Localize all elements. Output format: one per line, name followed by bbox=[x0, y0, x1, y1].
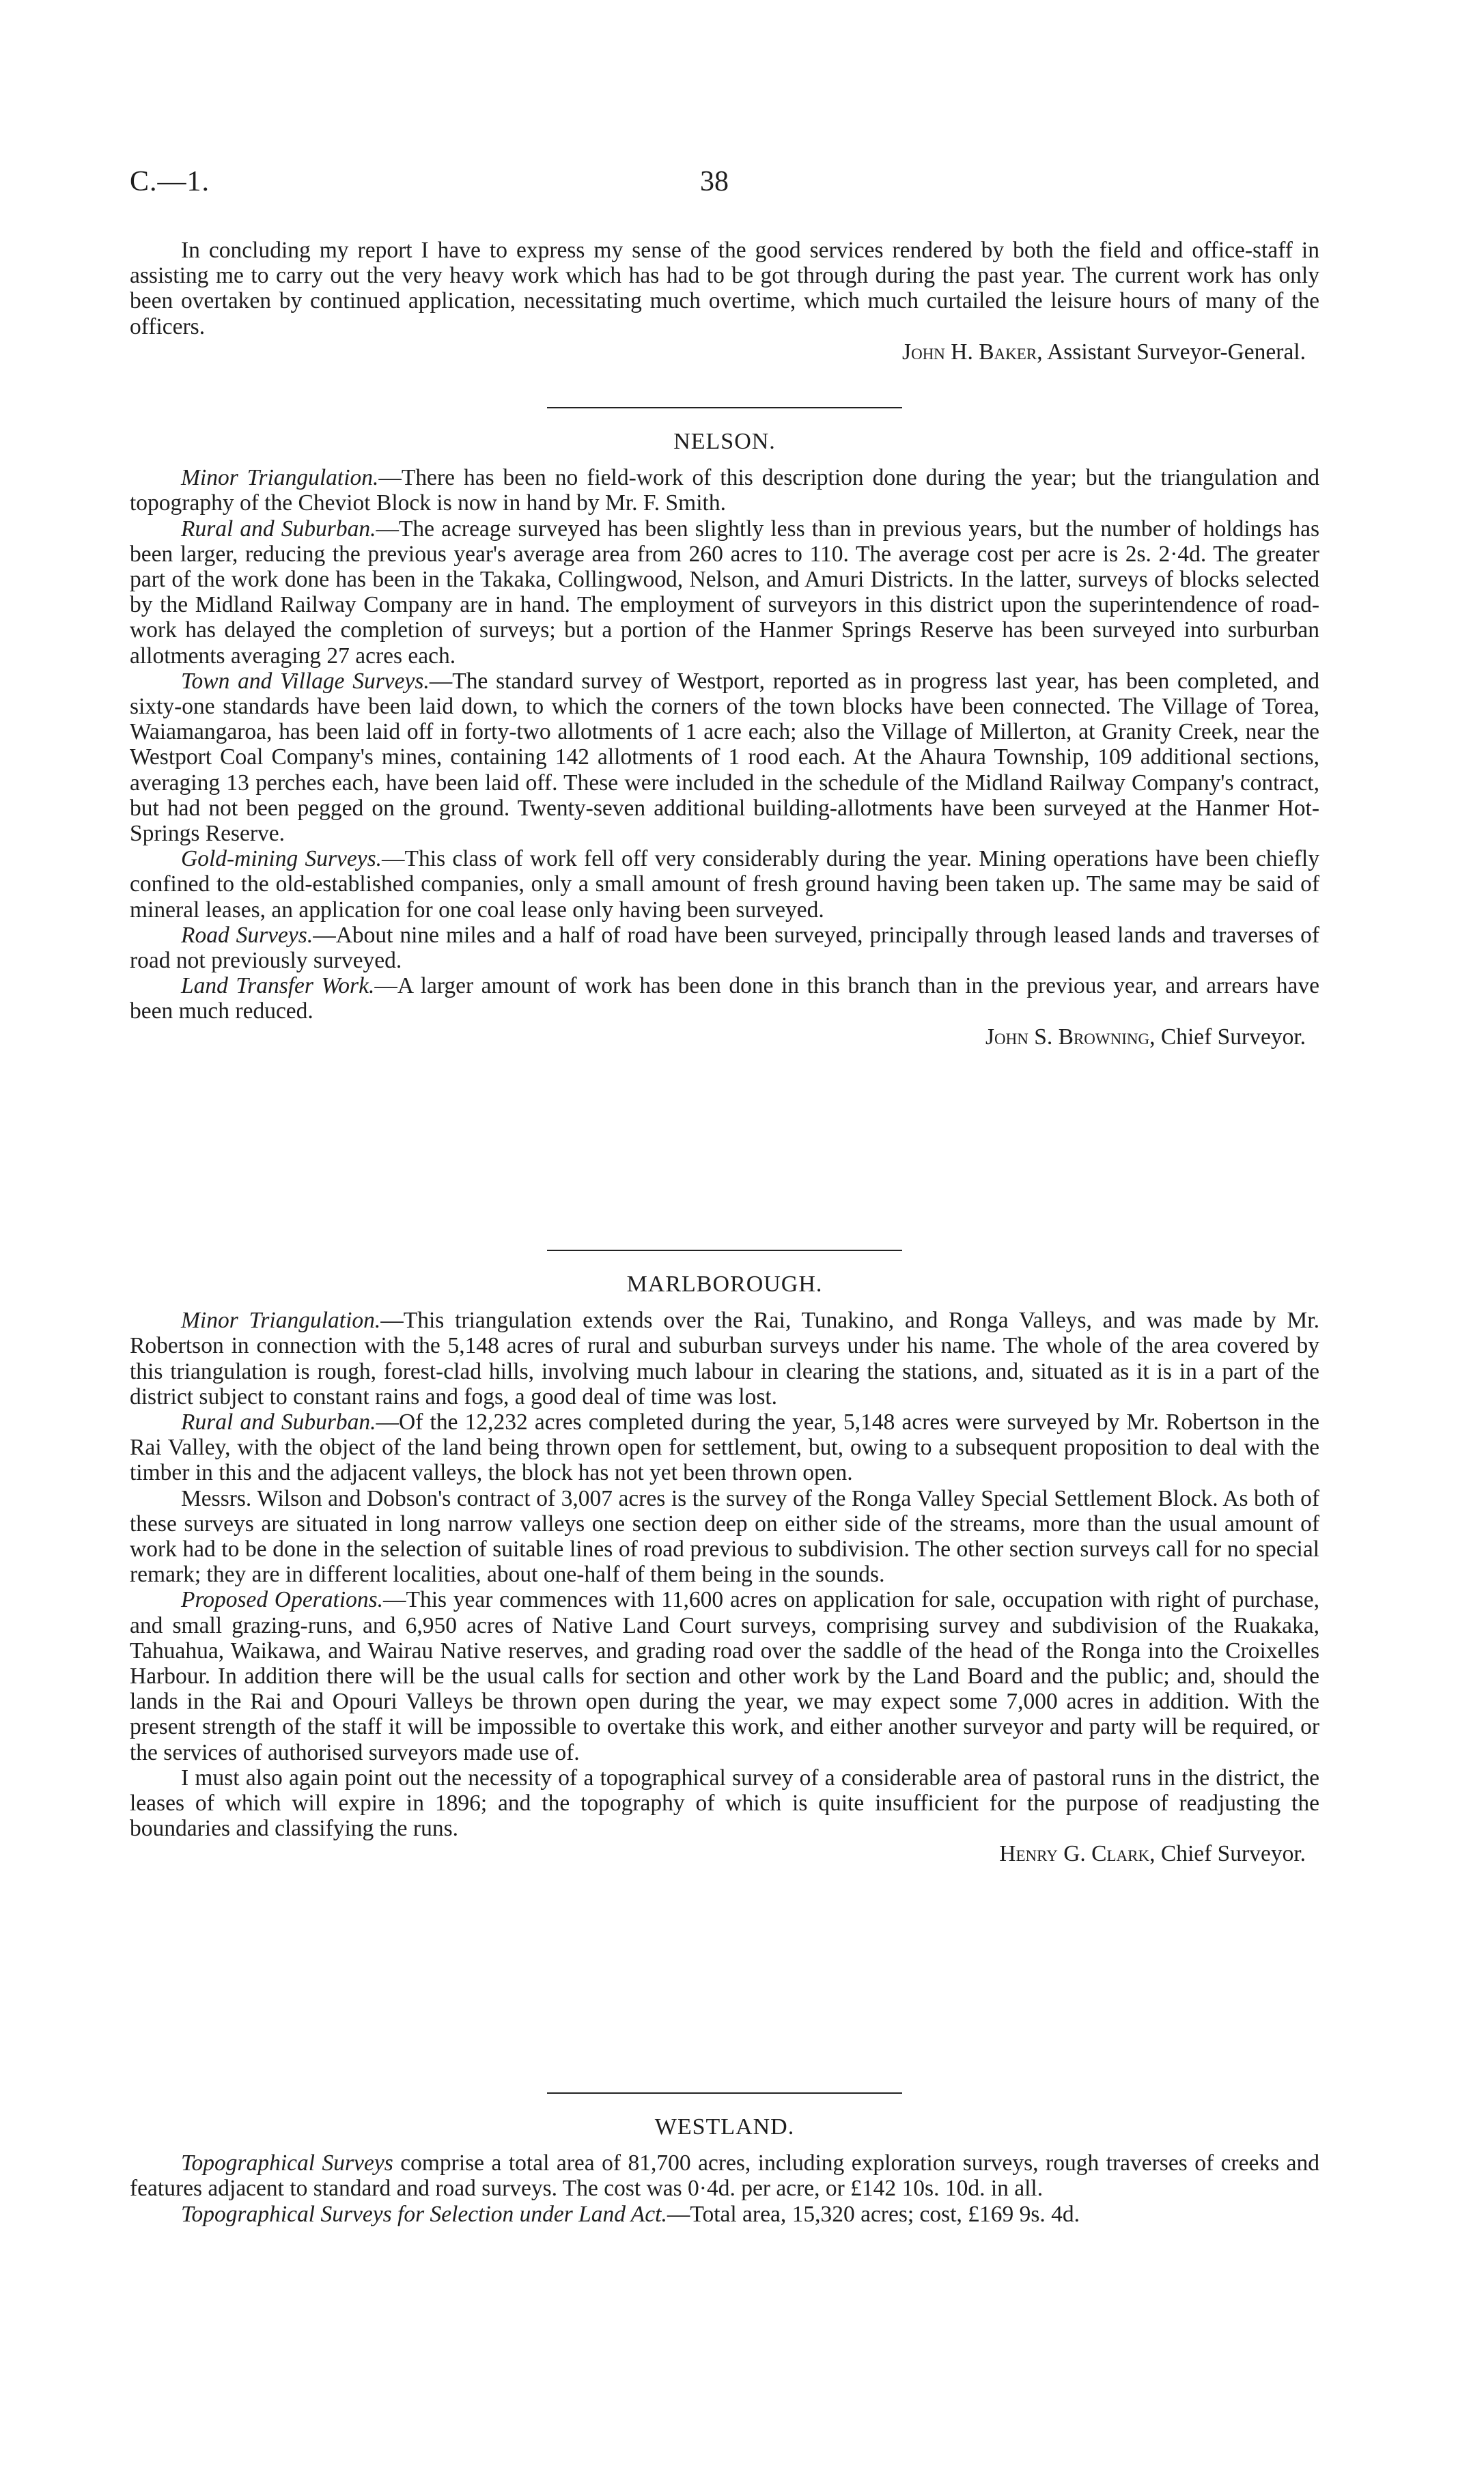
section-paragraph bbox=[130, 923, 1319, 973]
intro-paragraph: In concluding my report I have to express my sense of the good services rendered by both the field and office-staff in assisting me to carry out the very heavy work which has had to be got through during the past year. The current work has only been overtaken by continued application, necessitating much overtime, which much curtailed the leisure hours of many of the officers. bbox=[130, 238, 1319, 339]
section-heading: WESTLAND. bbox=[654, 2114, 795, 2140]
intro-section bbox=[130, 238, 1319, 365]
section-paragraph bbox=[130, 1587, 1319, 1765]
section-paragraph bbox=[130, 1308, 1319, 1410]
section-paragraph bbox=[130, 516, 1319, 669]
paragraph-text: —Total area, 15,320 acres; cost, £169 9s. 4d. bbox=[667, 2201, 1080, 2227]
section-heading: MARLBOROUGH. bbox=[626, 1272, 823, 1297]
section-paragraph bbox=[130, 846, 1319, 923]
paragraph-text: —Of the 12,232 acres completed during the year, 5,148 acres were surveyed by Mr. Robertson in the Rai Valley, with the object of the land being thrown open for settlement, but, owing to a subsequent proposition to deal with the timber in this and the adjacent valleys, the block has not yet been thrown open. bbox=[130, 1410, 1319, 1486]
paragraph-text: —This class of work fell off very considerably during the year. Mining operations have been chiefly confined to the old-established companies, only a small amount of fresh ground having been taken up. The same may be said of mineral leases, an application for one coal lease only having been surveyed. bbox=[130, 846, 1319, 923]
signature-title: , Chief Surveyor. bbox=[1149, 1841, 1306, 1867]
section-paragraph bbox=[130, 1486, 1319, 1588]
section-divider bbox=[547, 1250, 902, 1251]
paragraph-text: comprise a total area of 81,700 acres, including exploration surveys, rough traverses of creeks and features adjacent to standard and road surveys. The cost was 0·4d. per acre, or £142 10s. 10d. in all. bbox=[130, 2150, 1319, 2202]
section-paragraph bbox=[130, 2150, 1319, 2201]
paragraph-text: —This year commences with 11,600 acres on application for sale, occupation with right of purchase, and small grazing-runs, and 6,950 acres of Native Land Court surveys, comprising survey and subdivision of the Ruakaka, Tahuahua, Waikawa, and Wairau Native reserves, and grading road over the saddle of the head of the Ronga into the Croixelles Harbour. In addition there will be the usual calls for section and other work by the Land Board and the public; and, should the lands in the Rai and Opouri Valleys be thrown open during the year, we may expect some 7,000 acres in addition. With the present strength of the staff it will be impossible to overtake this work, and either another surveyor and party will be required, or the services of authorised surveyors made use of. bbox=[130, 1587, 1319, 1765]
section-paragraph bbox=[130, 1410, 1319, 1486]
paragraph-title: Rural and Suburban. bbox=[181, 1410, 376, 1435]
signature-title: , Chief Surveyor. bbox=[1149, 1024, 1306, 1050]
section-divider bbox=[547, 407, 902, 408]
marlborough-signature bbox=[130, 1841, 1319, 1866]
paragraph-title: Rural and Suburban. bbox=[181, 516, 376, 542]
section-paragraph bbox=[130, 2202, 1319, 2227]
paragraph-text: I must also again point out the necessity of a topographical survey of a considerable area of pastoral runs in the district, the leases of which will expire in 1896; and the topography of which is quite insufficient for the purpose of readjusting the boundaries and classifying the runs. bbox=[130, 1765, 1319, 1842]
paragraph-title: Gold-mining Surveys. bbox=[181, 846, 382, 872]
signature-title: , Assistant Surveyor-General. bbox=[1037, 339, 1306, 365]
section-paragraph bbox=[130, 973, 1319, 1024]
paragraph-text: —This triangulation extends over the Rai, Tunakino, and Ronga Valleys, and was made by Mr. Robertson in connection with the 5,148 acres of rural and suburban surveys under his name. The whole of the area covered by this triangulation is rough, forest-clad hills, involving much labour in clearing the stations, and, situated as it is in a part of the district subject to constant rains and fogs, a good deal of time was lost. bbox=[130, 1308, 1319, 1410]
signature-name: John S. Browning bbox=[985, 1024, 1150, 1050]
paragraph-title: Minor Triangulation. bbox=[181, 1308, 381, 1334]
paragraph-title: Road Surveys. bbox=[181, 922, 313, 948]
page-number: 38 bbox=[700, 166, 729, 197]
paragraph-title: Topographical Surveys for Selection under Land Act. bbox=[181, 2201, 667, 2227]
paragraph-text: —A larger amount of work has been done in this branch than in the previous year, and arrears have been much reduced. bbox=[130, 973, 1320, 1024]
section-paragraph bbox=[130, 669, 1319, 846]
signature-name: Henry G. Clark bbox=[999, 1841, 1150, 1867]
nelson-signature bbox=[130, 1024, 1319, 1050]
intro-signature bbox=[130, 339, 1319, 365]
paragraph-title: Proposed Operations. bbox=[181, 1587, 383, 1613]
westland-section bbox=[130, 2092, 1319, 2227]
paragraph-text: —About nine miles and a half of road have been surveyed, principally through leased lands and traverses of road not previously surveyed. bbox=[130, 922, 1319, 974]
section-paragraph bbox=[130, 1765, 1319, 1842]
paragraph-title: Minor Triangulation. bbox=[181, 465, 379, 491]
paragraph-title: Land Transfer Work. bbox=[181, 973, 375, 999]
section-divider bbox=[547, 2092, 902, 2094]
nelson-section bbox=[130, 407, 1319, 1050]
paragraph-text: —The standard survey of Westport, reported as in progress last year, has been completed, and sixty-one standards have been laid down, to which the corners of the town blocks have been connected. The Village of Torea, Waiamangaroa, has been laid off in forty-two allotments of 1 acre each; also the Village of Millerton, at Granity Creek, near the Westport Coal Company's mines, containing 142 allotments of 1 rood each. At the Ahaura Township, 109 additional sections, averaging 13 perches each, have been laid off. These were included in the schedule of the Midland Railway Company's contract, but had not been pegged on the ground. Twenty-seven additional building-allotments have been surveyed at the Hanmer Hot-Springs Reserve. bbox=[130, 668, 1320, 847]
paragraph-title: Town and Village Surveys. bbox=[181, 668, 430, 694]
paragraph-text: —The acreage surveyed has been slightly less than in previous years, but the number of holdings has been larger, reducing the previous year's average area from 260 acres to 110. The average cost per acre is 2s. 2·4d. The greater part of the work done has been in the Takaka, Collingwood, Nelson, and Amuri Districts. In the latter, surveys of blocks selected by the Midland Railway Company are in hand. The employment of surveyors in this district upon the superintendence of road-work has delayed the completion of surveys; but a portion of the Hanmer Springs Reserve has been surveyed into surburban allotments averaging 27 acres each. bbox=[130, 516, 1319, 669]
paragraph-title: Topographical Surveys bbox=[181, 2150, 393, 2176]
paragraph-text: Messrs. Wilson and Dobson's contract of 3,007 acres is the survey of the Ronga Valley Special Settlement Block. As both of these surveys are situated in long narrow valleys one section deep on either side of the streams, more than the usual amount of work had to be done in the selection of suitable lines of road previous to subdivision. The other section surveys call for no special remark; they are in different localities, about one-half of them being in the sounds. bbox=[130, 1485, 1319, 1588]
document-code: C.—1. bbox=[130, 166, 210, 197]
signature-name: John H. Baker bbox=[902, 339, 1037, 365]
section-heading: NELSON. bbox=[673, 429, 776, 454]
section-paragraph bbox=[130, 465, 1319, 516]
paragraph-text: —There has been no field-work of this description done during the year; but the triangulation and topography of the Cheviot Block is now in hand by Mr. F. Smith. bbox=[130, 465, 1319, 516]
marlborough-section bbox=[130, 1250, 1319, 1867]
